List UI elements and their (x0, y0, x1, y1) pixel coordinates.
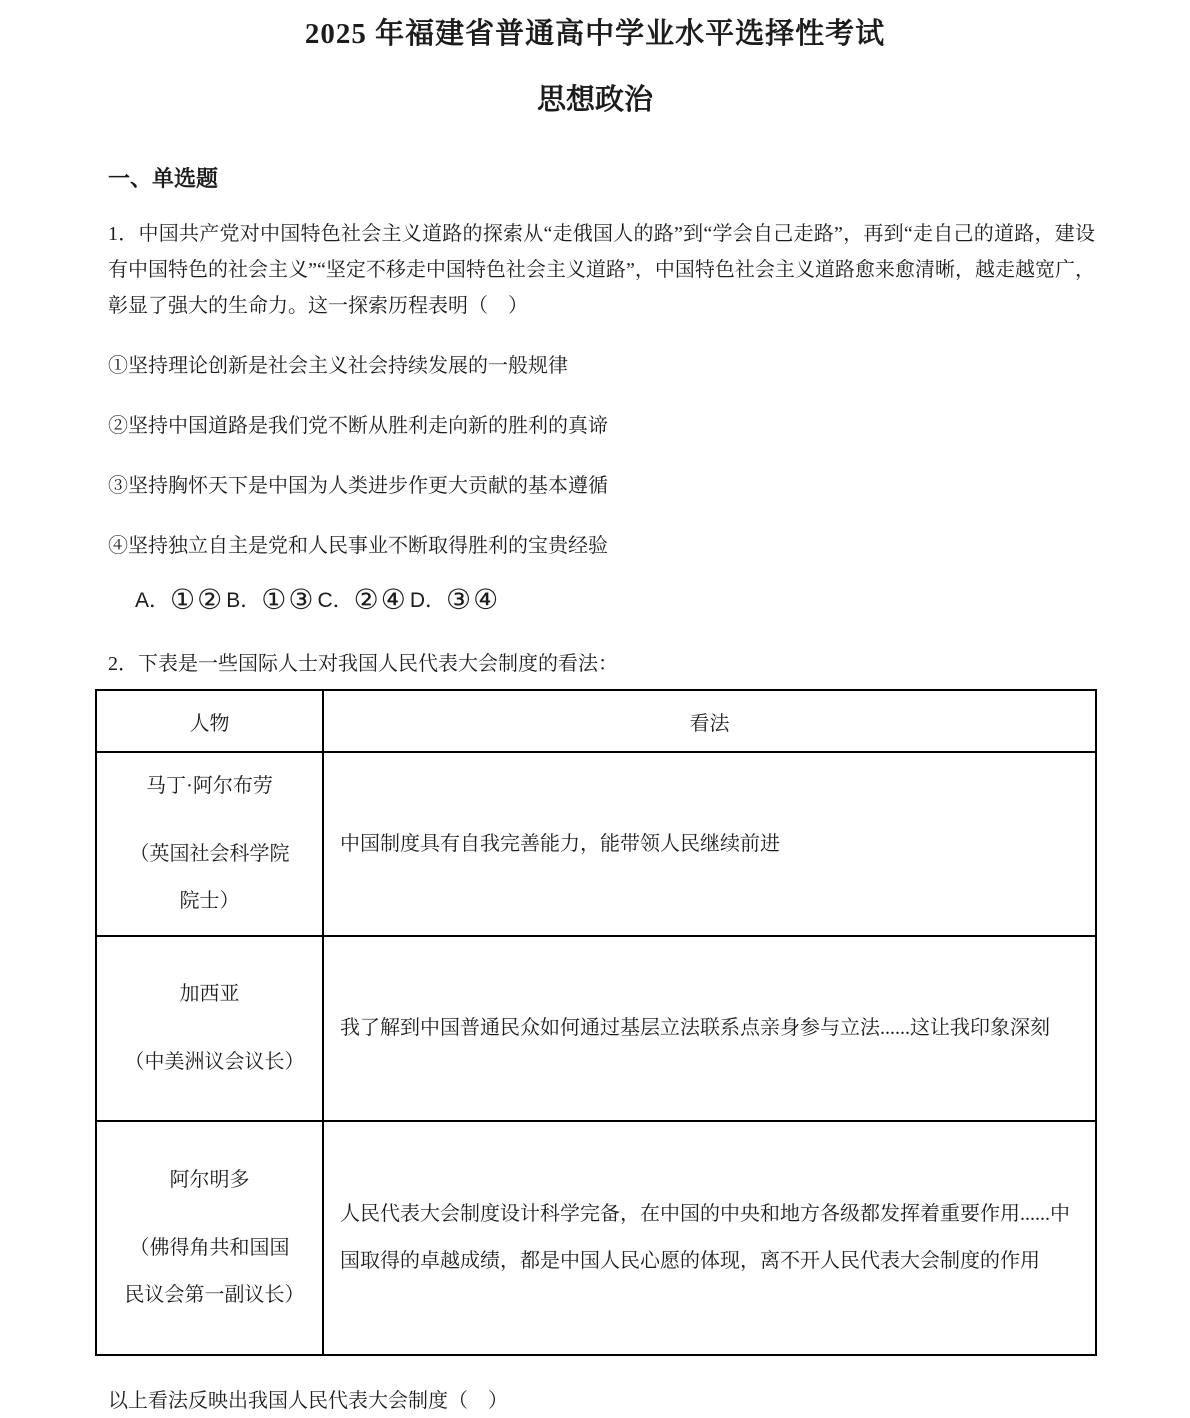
choice-b-label: B． (226, 589, 262, 612)
person-cell (96, 752, 323, 936)
question-1-option-2: ②坚持中国道路是我们党不断从胜利走向新的胜利的真谛 (108, 415, 608, 437)
choice-a (135, 584, 226, 615)
question-1-option-3: ③坚持胸怀天下是中国为人类进步作更大贡献的基本遵循 (108, 475, 608, 497)
choice-b (226, 584, 317, 615)
question-2-closing: 以上看法反映出我国人民代表大会制度（ ） (108, 1390, 508, 1412)
question-1-option-4: ④坚持独立自主是党和人民事业不断取得胜利的宝贵经验 (108, 535, 608, 557)
question-1-stem: 1．中国共产党对中国特色社会主义道路的探索从“走俄国人的路”到“学会自己走路”，再到“走自己的道路，建设有中国特色的社会主义”“坚定不移走中国特色社会主义道路”，中国特色社会主义道路愈来愈清晰，越走越宽广，彰显了强大的生命力。这一探索历程表明（ ） (108, 223, 1095, 317)
page-subtitle: 思想政治 (536, 84, 653, 116)
choice-a-value: ①② (170, 584, 225, 615)
person-cell (96, 936, 323, 1121)
choice-d-label: D． (409, 589, 446, 612)
question-1-answer-choices (135, 580, 1095, 621)
section-heading: 一、单选题 (108, 166, 219, 191)
person-name: 加西亚 (179, 983, 240, 1005)
table-row (96, 752, 1096, 936)
choice-b-value: ①③ (261, 584, 316, 615)
person-name: 阿尔明多 (169, 1169, 250, 1191)
table-row (96, 936, 1096, 1121)
column-header-person: 人物 (96, 690, 323, 752)
person-title: （中美洲议会议长） (124, 1051, 305, 1073)
view-cell: 我了解到中国普通民众如何通过基层立法联系点亲身参与立法......这让我印象深刻 (323, 936, 1096, 1121)
page-title: 2025 年福建省普通高中学业水平选择性考试 (304, 18, 886, 50)
question-1-option-1: ①坚持理论创新是社会主义社会持续发展的一般规律 (108, 355, 568, 377)
choice-d (409, 584, 502, 615)
table-header-row (96, 690, 1096, 752)
person-title: （英国社会科学院院士） (129, 843, 290, 912)
person-cell (96, 1121, 323, 1355)
view-cell: 人民代表大会制度设计科学完备，在中国的中央和地方各级都发挥着重要作用......中国取得的卓越成绩，都是中国人民心愿的体现，离不开人民代表大会制度的作用 (323, 1121, 1096, 1355)
choice-c (317, 584, 409, 615)
table-row (96, 1121, 1096, 1355)
column-header-view: 看法 (323, 690, 1096, 752)
choice-c-label: C． (317, 589, 354, 612)
choice-c-value: ②④ (353, 584, 408, 615)
person-title: （佛得角共和国国民议会第一副议长） (124, 1237, 305, 1306)
person-name: 马丁·阿尔布劳 (146, 775, 273, 797)
view-cell: 中国制度具有自我完善能力，能带领人民继续前进 (323, 752, 1096, 936)
choice-a-label: A． (135, 589, 171, 612)
choice-d-value: ③④ (445, 584, 501, 615)
question-2-stem: 2．下表是一些国际人士对我国人民代表大会制度的看法： (108, 653, 618, 675)
views-table (95, 689, 1097, 1356)
